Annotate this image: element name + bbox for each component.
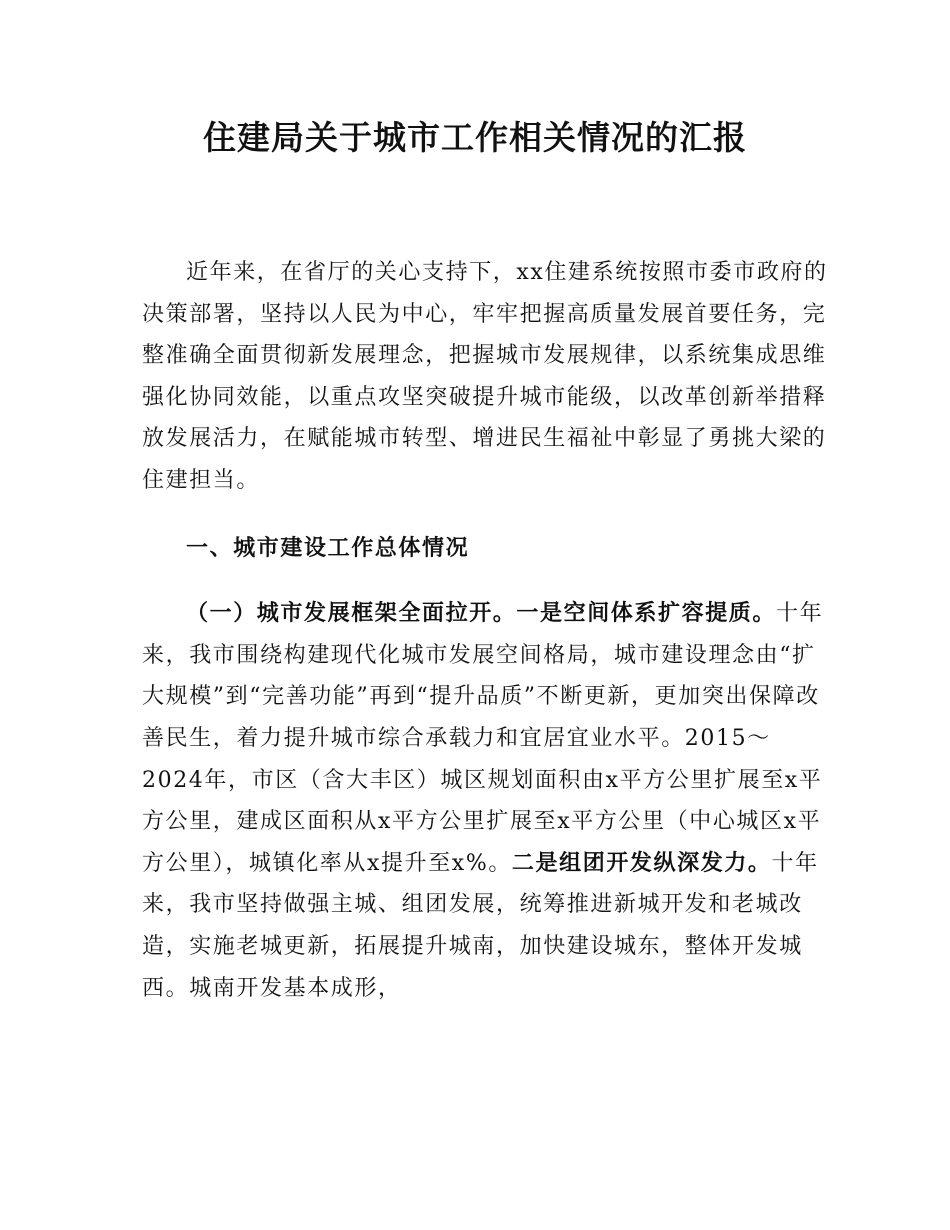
subsection-text-2: 十年来，我市坚持做强主城、组团发展，统筹推进新城开发和老城改造，实施老城更新，拓展提升城南，加快建设城东，整体开发城西。城南开发基本成形，	[142, 850, 819, 1001]
section-heading: 一、城市建设工作总体情况	[186, 534, 470, 561]
subsection-lead: （一）城市发展框架全面拉开。一是空间体系扩容提质。	[186, 600, 777, 627]
subsection-text-1: 十年来，我市围绕构建现代化城市发展空间格局，城市建设理念由“扩大规模”到“完善功能”再到“提升品质”不断更新，更加突出保障改善民生，着力提升城市综合承载力和宜居宜业水平。2015～2024年，市区（含大丰区）城区规划面积由x平方公里扩展至x平方公里，建成区面积从x平方公里扩展至x平方公里（中心城区x平方公里），城镇化率从x提升至x%。	[142, 601, 824, 876]
document-title: 住建局关于城市工作相关情况的汇报	[203, 118, 747, 157]
subsection-bold-2: 二是组团开发纵深发力。	[511, 849, 772, 876]
intro-paragraph: 近年来，在省厅的关心支持下，xx住建系统按照市委市政府的决策部署，坚持以人民为中心，牢牢把握高质量发展首要任务，完整准确全面贯彻新发展理念，把握城市发展规律，以系统集成思维强化协同效能，以重点攻坚突破提升城市能级，以改革创新举措释放发展活力，在赋能城市转型、增进民生福祉中彰显了勇挑大梁的住建担当。	[142, 260, 828, 493]
document-body	[142, 252, 832, 1009]
subsection-paragraph	[142, 593, 832, 1009]
